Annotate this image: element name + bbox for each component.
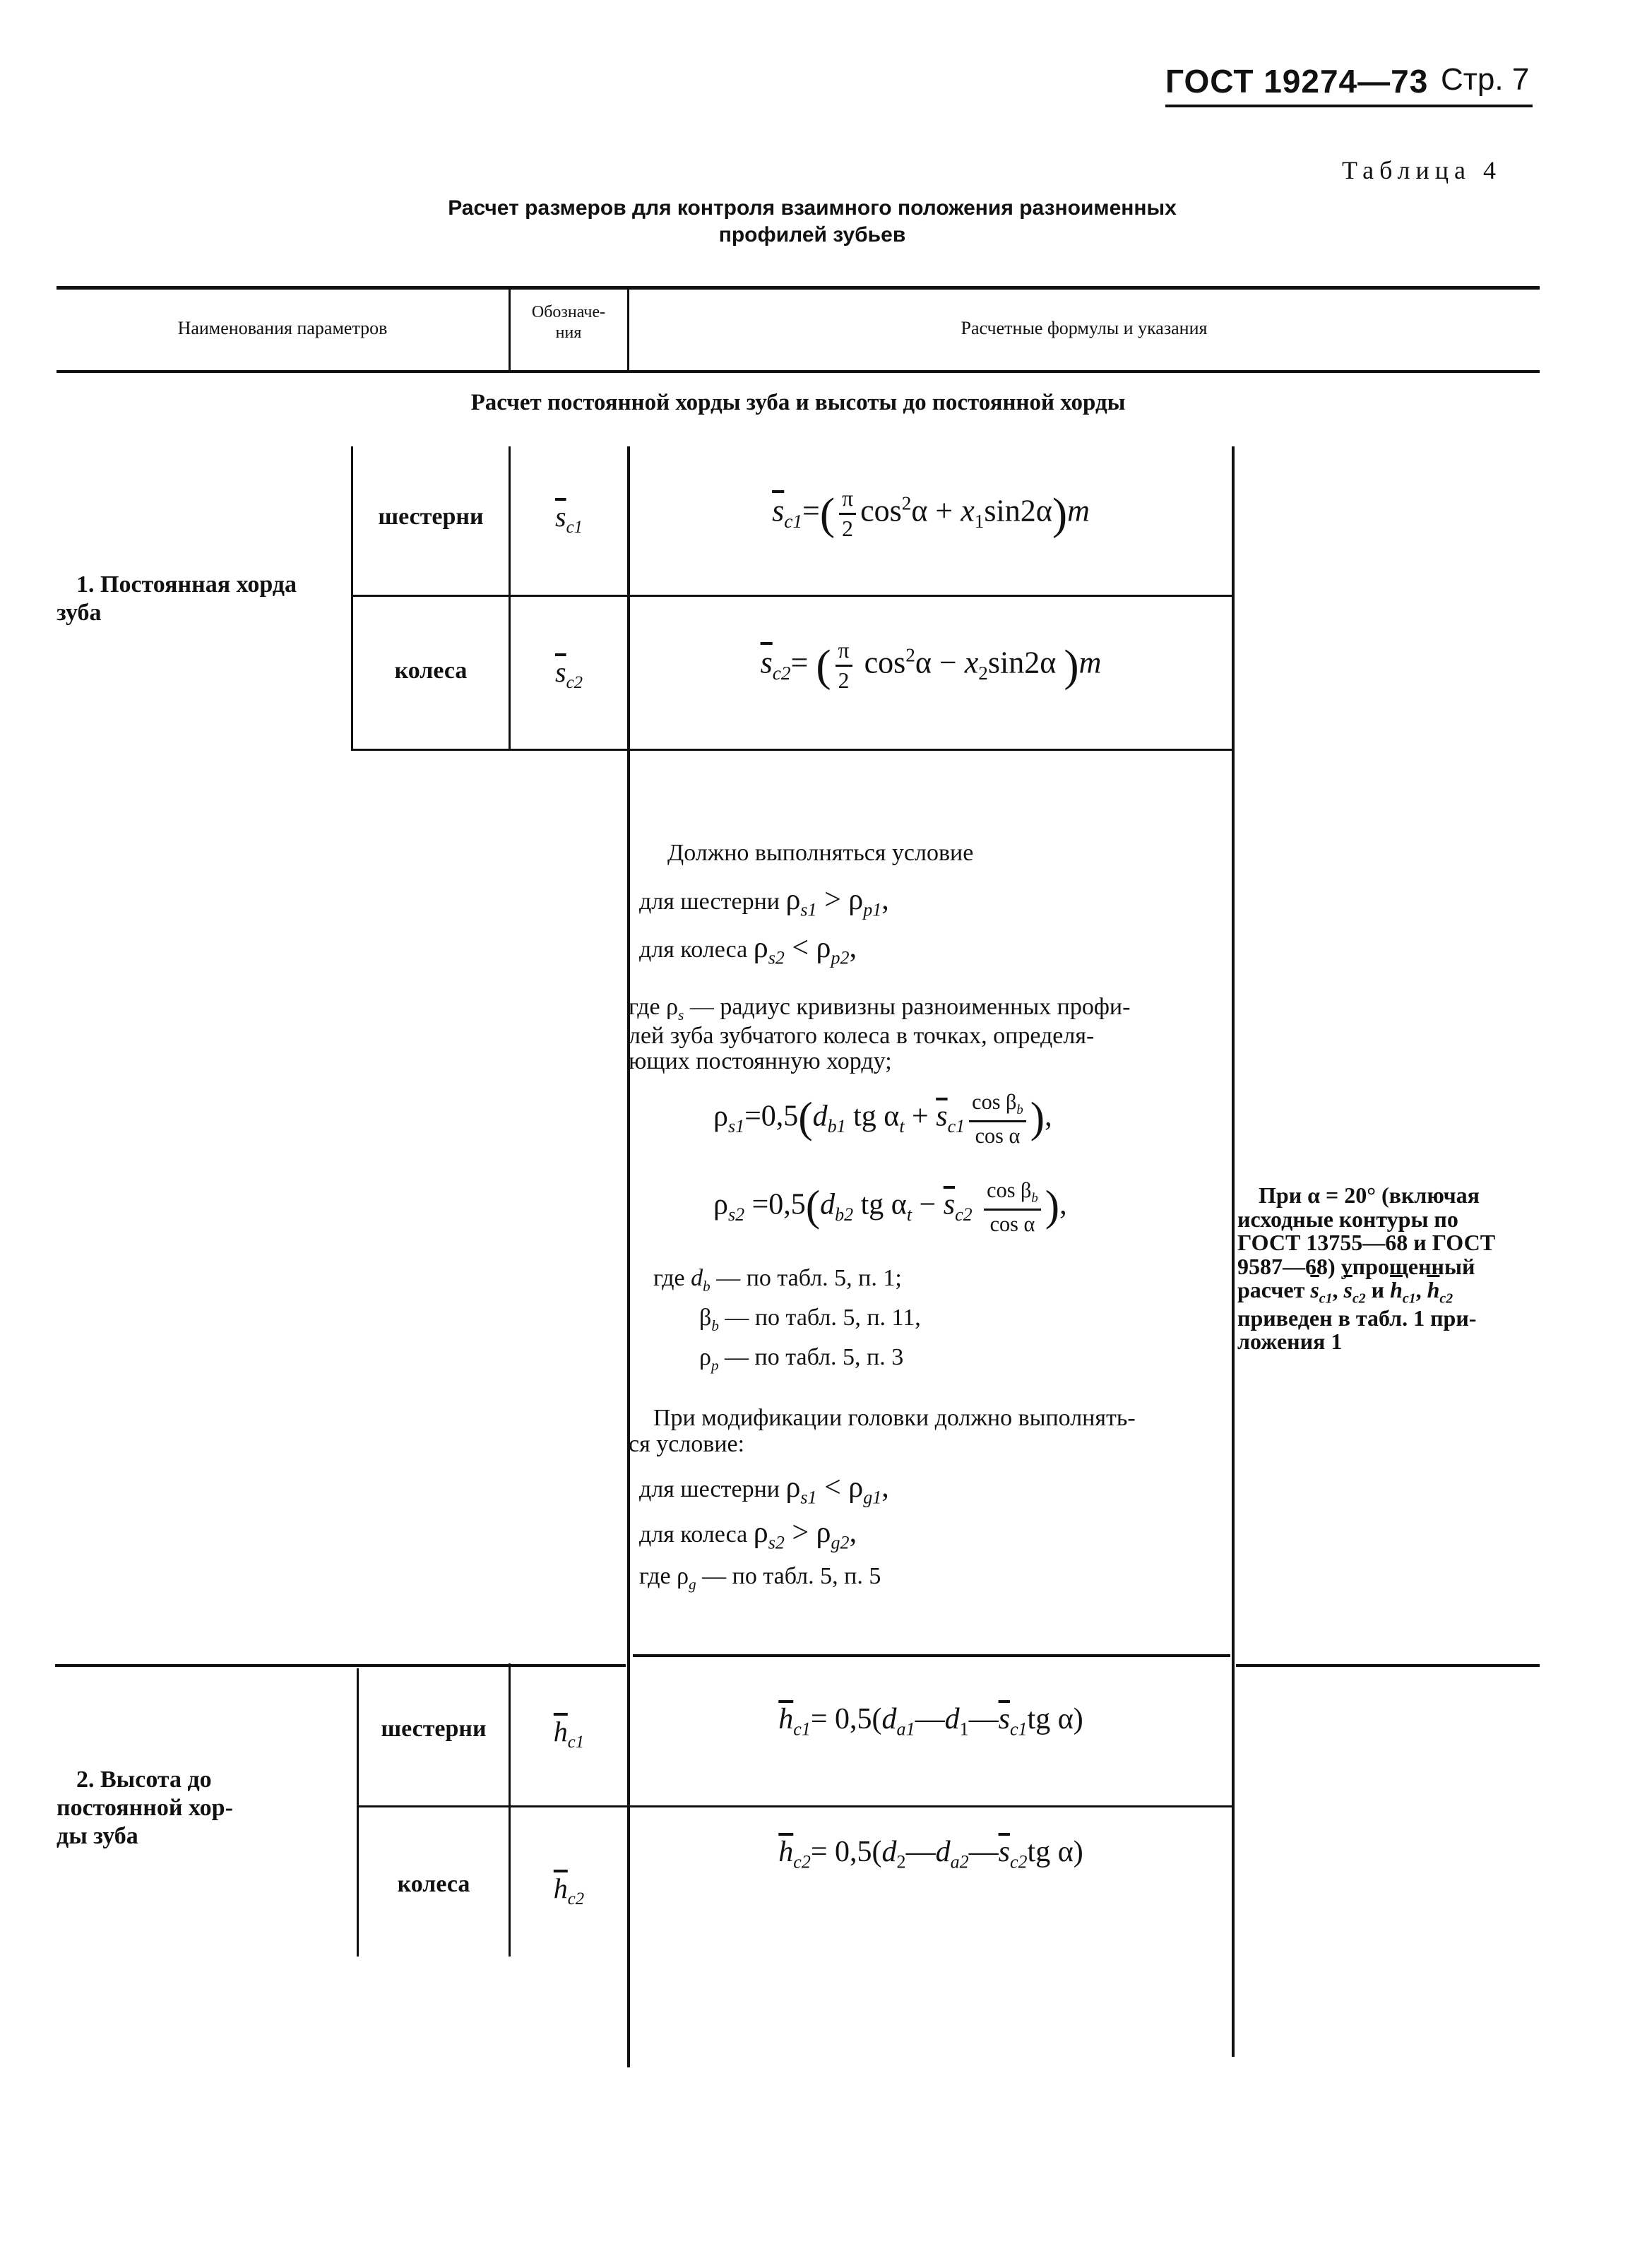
mod-where-ref: — по табл. 5, п. 5 xyxy=(696,1563,881,1589)
column-header-formulas: Расчетные формулы и указания xyxy=(961,318,1208,338)
where-db-ref: — по табл. 5, п. 1; xyxy=(710,1265,902,1291)
column-header-symbol xyxy=(510,302,627,343)
where-rest-1: — радиус кривизны разноименных профи- xyxy=(684,994,1131,1020)
row2-name xyxy=(57,1766,353,1851)
where-beta-ref: — по табл. 5, п. 11, xyxy=(718,1305,921,1331)
where-rho-p: $\rho_p$ — по табл. 5, п. 3 xyxy=(699,1344,904,1374)
condition-wheel-label: для колеса xyxy=(639,937,748,963)
row1-sub-pinion: шестерни xyxy=(378,504,484,530)
mod-condition-pinion-label: для шестерни xyxy=(639,1476,780,1502)
modification-text xyxy=(629,1406,1229,1457)
row1-vline-b xyxy=(509,446,511,749)
note-line-4: 9587—68) упрощенный xyxy=(1237,1253,1475,1279)
note-line-3: ГОСТ 13755—68 и ГОСТ xyxy=(1237,1230,1496,1256)
table-title xyxy=(283,195,1342,248)
note-line-5: расчет $\overline{s}_{c1}$, $\overline{s}_{c2}$ и $\overline{h}_{c1}$, $\overline{h}_{c2}$ xyxy=(1237,1277,1453,1307)
mod-line-1: При модификации головки должно выполнять- xyxy=(653,1405,1136,1431)
mod-condition-wheel: для колеса $\rho_{s2} > \rho_{g2}$, xyxy=(639,1516,857,1553)
row2-name-line-3: ды зуба xyxy=(57,1823,138,1850)
symbol-header-line-1: Обозначе- xyxy=(531,303,606,321)
row1-name-line-1: 1. Постоянная хорда xyxy=(76,571,297,598)
mod-condition-pinion: для шестерни $\rho_{s1} < \rho_{g1}$, xyxy=(639,1471,889,1508)
note-line-6: приведен в табл. 1 при- xyxy=(1237,1305,1477,1331)
formulas-vline-right xyxy=(1232,446,1235,2057)
symbol-sc1: $\overline{s}_{c1}$ xyxy=(555,501,583,537)
page-header xyxy=(1165,62,1428,100)
column-header-name: Наименования параметров xyxy=(177,318,388,338)
where-prefix: где ρ xyxy=(629,994,679,1020)
mod-line-2: ся условие: xyxy=(629,1430,745,1457)
condition-wheel: для колеса $\rho_{s2} < \rho_{p2}$, xyxy=(639,932,857,968)
row2-top-rule-right xyxy=(1236,1664,1540,1667)
where-db-prefix: где xyxy=(653,1265,685,1291)
note-line-7: ложения 1 xyxy=(1237,1329,1343,1355)
row2-name-line-1: 2. Высота до xyxy=(76,1767,212,1793)
table-header-rule xyxy=(57,370,1540,373)
row1-mid-rule xyxy=(352,595,1234,597)
where-line-1: где $\rho_s$ — радиус кривизны разноименных профи- xyxy=(629,994,1131,1023)
formula-hc2: $\overline{h}_{c2}=$ $0,5(d_2—d_{a2}—\overline{s}_{c2}tg$ α) xyxy=(778,1836,1083,1872)
formula-sc2: $\overline{s}_{c2}=$ ( $\frac{\pi}{2}$ $\cos^2\alpha - x_2\sin 2\alpha$ )m xyxy=(760,638,1102,693)
note-line-2: исходные контуры по xyxy=(1237,1206,1458,1232)
row1-vline-a xyxy=(351,446,353,749)
symbol-sc2: $\overline{s}_{c2}$ xyxy=(555,656,583,692)
title-line-2: профилей зубьев xyxy=(718,222,906,247)
where-db: где $d_b$ — по табл. 5, п. 1; xyxy=(653,1265,902,1295)
mod-condition-wheel-label: для колеса xyxy=(639,1521,748,1548)
row1-name xyxy=(57,571,346,627)
symbol-hc1: $\overline{h}_{c1}$ xyxy=(553,1716,585,1752)
condition-pinion: для шестерни $\rho_{s1} > \rho_{p1}$, xyxy=(639,884,889,920)
row2-name-line-2: постоянной хор- xyxy=(57,1795,233,1822)
mod-where-rho-g: где $\rho_g$ — по табл. 5, п. 5 xyxy=(639,1563,881,1593)
title-line-1: Расчет размеров для контроля взаимного положения разноименных xyxy=(448,196,1177,220)
formula-rho-s2: $\rho_{s2} =0,5(d_{b2}$ tg $\alpha_t - \overline{s}_{c2}$ $\frac{\cos \beta_b}{\text{cos α}}$ ), xyxy=(713,1178,1067,1236)
condition-pinion-label: для шестерни xyxy=(639,889,780,915)
formula-sc1: $\overline{s}_{c1}=$( $\frac{\pi}{2}$ $\cos^2\alpha + x_1\sin 2\alpha)m$ xyxy=(772,486,1090,541)
where-rho-p-ref: — по табл. 5, п. 3 xyxy=(718,1344,904,1370)
row1-name-line-2: зуба xyxy=(57,600,102,627)
row2-sub-wheel: колеса xyxy=(397,1871,470,1897)
formula-rho-s1: $\rho_{s1}=0,5(d_{b1}$ tg $\alpha_t + \overline{s}_{c1}$ $\frac{\cos \beta_b}{\text{cos α}}$ ), xyxy=(713,1090,1052,1148)
where-line-2: лей зуба зубчатого колеса в точках, определя- xyxy=(629,1022,1095,1049)
row2-top-rule-left xyxy=(55,1664,626,1667)
symbol-hc2: $\overline{h}_{c2}$ xyxy=(553,1872,585,1908)
conditions-intro: Должно выполняться условие xyxy=(667,840,974,866)
row2-sub-pinion: шестерни xyxy=(381,1716,487,1742)
where-beta-b: $\beta_b$ — по табл. 5, п. 11, xyxy=(699,1305,921,1334)
symbol-header-line-2: ния xyxy=(555,323,582,342)
note-line-1 xyxy=(1237,1184,1534,1208)
row1-sub-wheel: колеса xyxy=(394,658,468,684)
section-title: Расчет постоянной хорды зуба и высоты до постоянной хорды xyxy=(470,390,1126,415)
header-underline xyxy=(1165,105,1533,107)
formula-hc1: $\overline{h}_{c1}=$ $0,5(d_{a1}—d_1—\overline{s}_{c1}tg$ α) xyxy=(778,1703,1083,1740)
page-number: Стр. 7 xyxy=(1441,62,1530,97)
table-label: Таблица 4 xyxy=(1342,156,1502,184)
row1-bottom-rule xyxy=(351,749,1234,751)
table-top-rule xyxy=(57,286,1540,290)
note-alpha-20 xyxy=(1237,1184,1534,1354)
where-rho-s xyxy=(629,995,1229,1075)
where-line-3: ющих постоянную хорду; xyxy=(629,1048,892,1075)
gost-number: ГОСТ 19274—73 xyxy=(1165,63,1429,100)
row2-top-rule-formula xyxy=(633,1654,1230,1657)
row2-mid-rule xyxy=(358,1805,1232,1807)
row2-vline-a xyxy=(357,1668,359,1957)
mod-where-prefix: где xyxy=(639,1563,671,1589)
note-text-1: При α = 20° (включая xyxy=(1259,1182,1480,1208)
row2-vline-b xyxy=(509,1663,511,1957)
note-line-5-prefix: расчет xyxy=(1237,1277,1305,1303)
